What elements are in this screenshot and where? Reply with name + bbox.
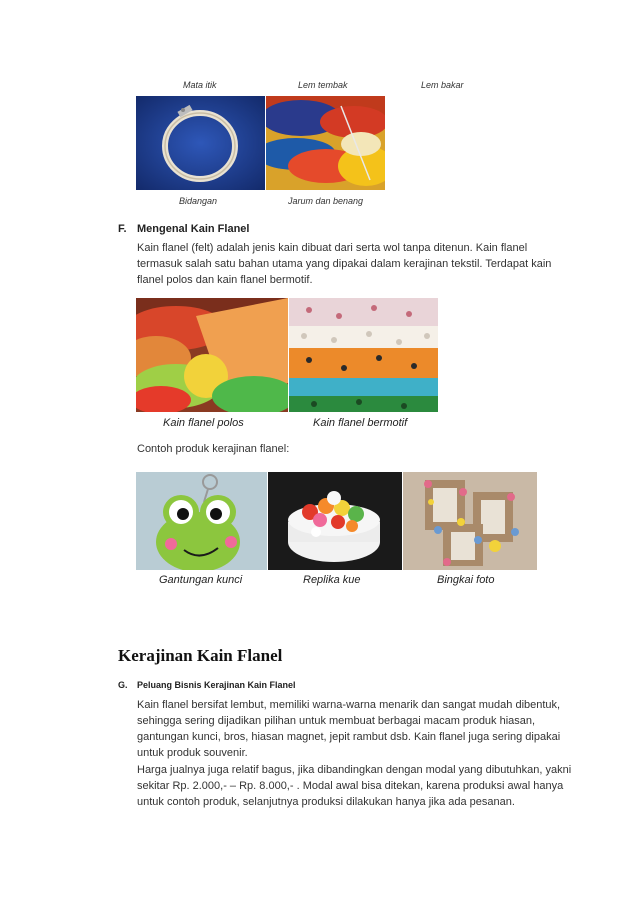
caption-bidangan: Bidangan	[179, 196, 218, 206]
section-f-letter: F.	[118, 223, 127, 235]
chapter-title: Kerajinan Kain Flanel	[118, 646, 283, 665]
caption-flanel-bermotif: Kain flanel bermotif	[313, 417, 408, 429]
paragraph-line: termasuk salah satu bahan utama yang dipakai dalam kerajinan tekstil. Terdapat kain	[137, 258, 552, 270]
photo-frame-photo	[403, 472, 537, 570]
section-f-paragraph	[137, 240, 577, 288]
caption-flanel-polos: Kain flanel polos	[163, 417, 244, 429]
paragraph-line: Harga jualnya juga relatif bagus, jika dibandingkan dengan modal yang dibutuhkan, yakni	[137, 764, 572, 776]
caption-lem-bakar: Lem bakar	[421, 80, 464, 90]
paragraph-line: sehingga sering dijadikan pilihan untuk membuat berbagai macam produk hiasan,	[137, 715, 536, 727]
caption-bingkai-foto: Bingkai foto	[437, 574, 495, 586]
paragraph-line: Kain flanel bersifat lembut, memiliki warna-warna menarik dan sangat mudah dibentuk,	[137, 699, 561, 711]
keychain-frog-photo	[136, 472, 267, 570]
paragraph-line: Kain flanel (felt) adalah jenis kain dibuat dari serta wol tanpa ditenun. Kain flanel	[137, 242, 528, 254]
caption-jarum-benang: Jarum dan benang	[288, 196, 364, 206]
thread-needle-photo	[266, 96, 385, 190]
patterned-felt-photo	[289, 298, 438, 412]
section-g-letter: G.	[118, 680, 128, 690]
paragraph-line: sekitar Rp. 2.000,- – Rp. 8.000,- . Modal awal bisa ditekan, karena produksi awal hanya	[137, 780, 564, 792]
section-f-heading: Mengenal Kain Flanel	[137, 223, 250, 235]
paragraph-line: untuk contoh produk, selanjutnya produksi dilakukan hanya jika ada pesanan.	[137, 796, 515, 808]
plain-felt-photo	[136, 298, 288, 412]
paragraph-line: gantungan kunci, bros, hiasan magnet, jepit rambut dsb. Kain flanel juga sering dipakai	[137, 731, 561, 743]
caption-lem-tembak: Lem tembak	[298, 80, 348, 90]
section-g-paragraph-1	[137, 697, 587, 761]
caption-gantungan-kunci: Gantungan kunci	[159, 574, 243, 586]
caption-replika-kue: Replika kue	[303, 574, 361, 586]
section-g-heading: Peluang Bisnis Kerajinan Kain Flanel	[137, 680, 296, 690]
embroidery-hoop-photo	[136, 96, 265, 190]
caption-mata-itik: Mata itik	[183, 80, 217, 90]
contoh-produk-label: Contoh produk kerajinan flanel:	[137, 443, 290, 455]
section-g-paragraph-2	[137, 762, 587, 810]
paragraph-line: untuk produk souvenir.	[137, 747, 248, 759]
paragraph-line: flanel polos dan kain flanel bermotif.	[137, 274, 313, 286]
cake-replica-photo	[268, 472, 402, 570]
